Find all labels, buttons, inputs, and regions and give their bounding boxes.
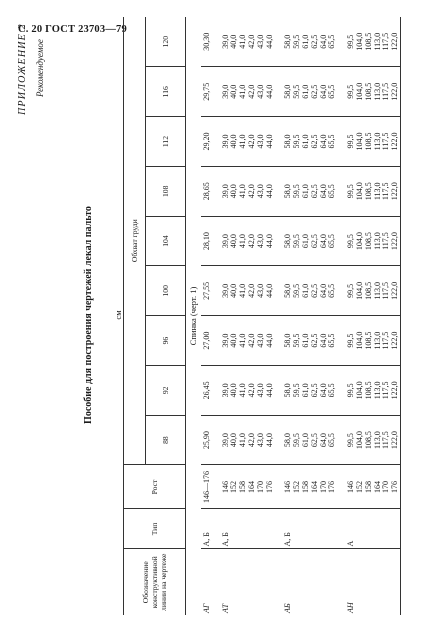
measurement-value: 58,0 [283,184,293,199]
height-value: 158 [363,481,373,493]
measurement-value: 113,0 [372,431,382,449]
measurement-value: 44,0 [264,283,274,298]
measurement-value: 65,5 [327,333,337,348]
measurement-value: 117,5 [381,431,391,449]
unit-label: см [113,310,123,320]
measurement-value: 59,5 [292,383,302,398]
measurement-value: 62,5 [309,34,319,49]
value-cell [212,316,275,366]
measurement-value: 42,0 [246,283,256,298]
measurement-value: 27,55 [201,281,211,300]
designation-cell: АГ [201,603,211,613]
appendix-label: ПРИЛОЖЕНИЕ 2 [17,23,28,115]
measurement-value: 64,0 [318,84,328,99]
value-cell [201,365,212,415]
measurement-value: 104,0 [354,232,364,251]
measurement-value: 40,0 [229,383,239,398]
header-size: 116 [146,67,186,117]
measurement-value: 58,0 [283,333,293,348]
value-cell [212,67,275,117]
measurement-value: 62,5 [309,433,319,448]
header-size: 108 [146,166,186,216]
value-cell [201,216,212,266]
table-row [212,17,275,615]
measurement-value: 42,0 [246,134,256,149]
value-cell [274,266,337,316]
value-cell [212,17,275,67]
value-cell [337,415,400,465]
measurement-value: 104,0 [354,32,364,51]
type-cell: А [337,509,400,549]
header-designation: Обозначение конструктивной линии на чертеже [124,549,186,615]
measurement-value: 117,5 [381,132,391,151]
measurement-value: 61,0 [300,134,310,149]
measurement-value: 113,0 [372,331,382,350]
value-cell [337,365,400,415]
measurement-value: 104,0 [354,381,364,400]
height-value: 152 [354,481,364,493]
measurement-value: 44,0 [264,184,274,199]
measurement-value: 41,0 [238,34,248,49]
height-value: 170 [255,481,265,493]
height-cell [337,465,400,509]
measurement-value: 122,0 [390,281,400,300]
measurement-value: 64,0 [318,333,328,348]
measurement-value: 61,0 [300,283,310,298]
section-title: Спинка (черт. 1) [188,286,198,346]
measurement-value: 99,5 [346,134,356,149]
measurement-value: 62,5 [309,184,319,199]
measurement-value: 42,0 [246,34,256,49]
measurement-value: 58,0 [283,283,293,298]
measurement-value: 122,0 [390,182,400,201]
measurement-value: 108,5 [363,232,373,251]
measurement-value: 43,0 [255,283,265,298]
measurement-value: 61,0 [300,234,310,249]
value-cell [201,166,212,216]
designation-cell: АН [337,549,400,615]
measurement-value: 44,0 [264,433,274,448]
table-row [337,17,400,615]
header-size: 96 [146,316,186,366]
header-type: Тип [124,509,186,549]
value-cell [274,117,337,167]
value-cell [274,415,337,465]
measurement-value: 65,5 [327,34,337,49]
measurement-value: 39,0 [220,234,230,249]
measurement-value: 122,0 [390,82,400,101]
measurement-value: 40,0 [229,234,239,249]
value-cell [212,365,275,415]
measurement-value: 59,5 [292,134,302,149]
measurement-value: 122,0 [390,232,400,251]
measurement-value: 108,5 [363,32,373,51]
measurement-value: 26,45 [201,381,211,400]
value-cell [337,266,400,316]
measurement-value: 58,0 [283,383,293,398]
height-value: 176 [264,481,274,493]
measurement-value: 25,90 [201,431,211,450]
measurement-value: 117,5 [381,82,391,101]
measurement-value: 64,0 [318,34,328,49]
measurement-value: 59,5 [292,433,302,448]
measurement-value: 65,5 [327,383,337,398]
height-value: 164 [372,481,382,493]
measurement-value: 108,5 [363,82,373,101]
measurement-value: 42,0 [246,383,256,398]
measurement-value: 104,0 [354,182,364,201]
header-size: 104 [146,216,186,266]
measurement-value: 99,5 [346,84,356,99]
measurement-value: 122,0 [390,331,400,350]
measurement-value: 99,5 [346,383,356,398]
header-height: Рост [124,465,186,509]
table-row [201,17,212,615]
measurement-value: 64,0 [318,234,328,249]
rotated-table-page [15,15,415,615]
measurement-table [123,17,401,615]
measurement-value: 61,0 [300,184,310,199]
measurement-value: 41,0 [238,333,248,348]
measurement-value: 41,0 [238,433,248,448]
value-cell [201,117,212,167]
measurement-value: 61,0 [300,333,310,348]
value-cell [337,117,400,167]
height-value: 146—176 [201,471,211,503]
measurement-value: 113,0 [372,132,382,151]
measurement-value: 108,5 [363,431,373,450]
header-size: 112 [146,117,186,167]
page-header: С. 20 ГОСТ 23703—79 [18,24,127,35]
measurement-value: 44,0 [264,34,274,49]
measurement-value: 41,0 [238,84,248,99]
header-size: 92 [146,365,186,415]
value-cell [274,316,337,366]
measurement-value: 40,0 [229,134,239,149]
type-cell: А, Б [201,509,212,549]
measurement-value: 27,00 [201,331,211,350]
measurement-value: 44,0 [264,84,274,99]
value-cell [201,266,212,316]
height-value: 158 [238,481,248,493]
measurement-value: 42,0 [246,184,256,199]
height-value: 164 [309,481,319,493]
measurement-value: 58,0 [283,234,293,249]
measurement-value: 40,0 [229,333,239,348]
value-cell [201,415,212,465]
height-cell [201,465,212,509]
measurement-value: 64,0 [318,184,328,199]
measurement-value: 41,0 [238,184,248,199]
type-cell: А, Б [212,509,275,549]
header-size: 100 [146,266,186,316]
measurement-value: 43,0 [255,184,265,199]
measurement-value: 64,0 [318,134,328,149]
measurement-value: 104,0 [354,331,364,350]
measurement-value: 28,10 [201,232,211,251]
measurement-value: 41,0 [238,134,248,149]
value-cell [337,67,400,117]
measurement-value: 28,65 [201,182,211,201]
measurement-value: 99,5 [346,433,356,448]
measurement-value: 113,0 [372,82,382,101]
measurement-value: 64,0 [318,383,328,398]
measurement-value: 61,0 [300,433,310,448]
measurement-value: 99,5 [346,283,356,298]
measurement-value: 65,5 [327,433,337,448]
height-value: 170 [318,481,328,493]
height-value: 146 [220,481,230,493]
measurement-value: 113,0 [372,182,382,201]
measurement-value: 29,75 [201,82,211,101]
measurement-value: 39,0 [220,333,230,348]
measurement-value: 117,5 [381,331,391,350]
measurement-value: 99,5 [346,234,356,249]
measurement-value: 39,0 [220,184,230,199]
measurement-value: 39,0 [220,283,230,298]
measurement-value: 40,0 [229,433,239,448]
value-cell [337,216,400,266]
measurement-value: 122,0 [390,132,400,151]
value-cell [212,216,275,266]
designation-cell: АТ [220,603,230,613]
measurement-value: 62,5 [309,84,319,99]
measurement-value: 59,5 [292,234,302,249]
measurement-value: 64,0 [318,433,328,448]
measurement-value: 43,0 [255,134,265,149]
value-cell [274,365,337,415]
designation-cell: АБ [283,603,293,613]
value-cell [274,67,337,117]
measurement-value: 59,5 [292,283,302,298]
measurement-value: 62,5 [309,234,319,249]
measurement-value: 59,5 [292,333,302,348]
height-value: 146 [283,481,293,493]
measurement-value: 59,5 [292,184,302,199]
measurement-value: 99,5 [346,34,356,49]
value-cell [337,316,400,366]
measurement-value: 40,0 [229,184,239,199]
measurement-value: 113,0 [372,381,382,400]
measurement-value: 58,0 [283,134,293,149]
measurement-value: 117,5 [381,32,391,51]
measurement-value: 62,5 [309,333,319,348]
measurement-value: 39,0 [220,433,230,448]
measurement-value: 42,0 [246,433,256,448]
value-cell [337,17,400,67]
measurement-value: 99,5 [346,333,356,348]
value-cell [212,117,275,167]
measurement-value: 42,0 [246,84,256,99]
measurement-value: 44,0 [264,134,274,149]
measurement-value: 65,5 [327,184,337,199]
measurement-value: 104,0 [354,82,364,101]
measurement-value: 43,0 [255,234,265,249]
height-cell [274,465,337,509]
measurement-value: 113,0 [372,232,382,250]
value-cell [274,216,337,266]
measurement-value: 58,0 [283,84,293,99]
height-value: 152 [229,481,239,493]
height-value: 164 [246,481,256,493]
measurement-value: 41,0 [238,283,248,298]
measurement-value: 108,5 [363,182,373,201]
measurement-value: 62,5 [309,134,319,149]
measurement-value: 41,0 [238,234,248,249]
measurement-value: 108,5 [363,331,373,350]
measurement-value: 30,30 [201,32,211,51]
measurement-value: 122,0 [390,32,400,51]
table-row [274,17,337,615]
height-value: 152 [292,481,302,493]
measurement-value: 39,0 [220,34,230,49]
measurement-value: 65,5 [327,84,337,99]
height-value: 176 [327,481,337,493]
table-title: Пособие для построения чертежей лекал пальто [83,206,94,424]
measurement-value: 40,0 [229,34,239,49]
measurement-value: 117,5 [381,381,391,400]
measurement-value: 58,0 [283,433,293,448]
section-row [186,17,201,615]
value-cell [201,67,212,117]
measurement-value: 65,5 [327,234,337,249]
appendix-note: Рекомендуемое [35,39,45,97]
measurement-value: 42,0 [246,234,256,249]
measurement-value: 29,20 [201,132,211,151]
measurement-value: 62,5 [309,383,319,398]
value-cell [201,316,212,366]
measurement-value: 113,0 [372,32,382,51]
height-value: 158 [300,481,310,493]
value-cell [337,166,400,216]
measurement-value: 43,0 [255,433,265,448]
value-cell [212,415,275,465]
value-cell [274,166,337,216]
measurement-value: 108,5 [363,281,373,300]
header-size: 120 [146,17,186,67]
measurement-value: 61,0 [300,383,310,398]
measurement-value: 40,0 [229,84,239,99]
value-cell [274,17,337,67]
measurement-value: 44,0 [264,333,274,348]
measurement-value: 42,0 [246,333,256,348]
measurement-value: 122,0 [390,381,400,400]
measurement-value: 61,0 [300,34,310,49]
measurement-value: 59,5 [292,84,302,99]
height-value: 176 [390,481,400,493]
measurement-value: 39,0 [220,383,230,398]
measurement-value: 64,0 [318,283,328,298]
height-cell [212,465,275,509]
measurement-value: 58,0 [283,34,293,49]
type-cell: А, Б [274,509,337,549]
measurement-value: 108,5 [363,381,373,400]
measurement-value: 122,0 [390,431,400,450]
measurement-value: 43,0 [255,333,265,348]
value-cell [212,166,275,216]
measurement-value: 108,5 [363,132,373,151]
measurement-value: 99,5 [346,184,356,199]
measurement-value: 117,5 [381,232,391,250]
height-value: 146 [346,481,356,493]
header-size: 88 [146,415,186,465]
measurement-value: 117,5 [381,281,391,300]
measurement-value: 104,0 [354,431,364,450]
value-cell [201,17,212,67]
measurement-value: 113,0 [372,281,382,300]
measurement-value: 44,0 [264,234,274,249]
height-value: 170 [381,481,391,493]
measurement-value: 104,0 [354,281,364,300]
measurement-value: 65,5 [327,134,337,149]
value-cell [212,266,275,316]
measurement-value: 43,0 [255,34,265,49]
measurement-value: 104,0 [354,132,364,151]
measurement-value: 59,5 [292,34,302,49]
measurement-value: 65,5 [327,283,337,298]
measurement-value: 61,0 [300,84,310,99]
measurement-value: 117,5 [381,182,391,201]
measurement-value: 62,5 [309,283,319,298]
measurement-value: 43,0 [255,383,265,398]
header-chest-group: Обхват груди [124,17,146,465]
measurement-value: 39,0 [220,134,230,149]
measurement-value: 43,0 [255,84,265,99]
measurement-value: 40,0 [229,283,239,298]
measurement-value: 41,0 [238,383,248,398]
measurement-value: 44,0 [264,383,274,398]
measurement-value: 39,0 [220,84,230,99]
